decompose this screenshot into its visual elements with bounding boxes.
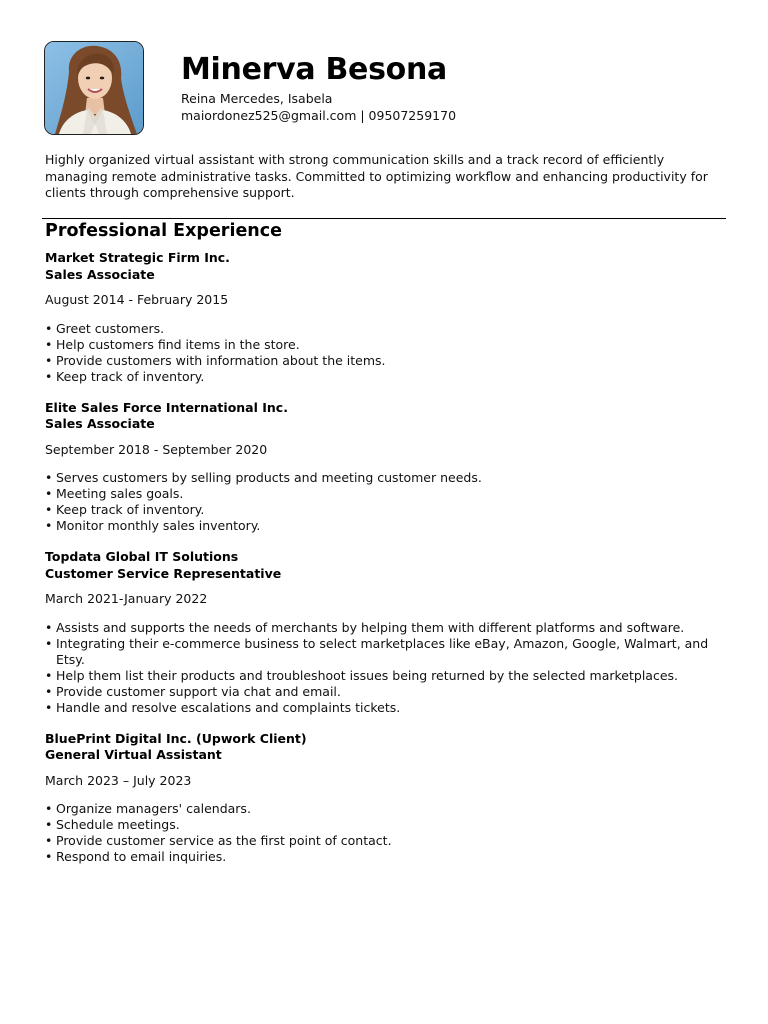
experience-section-title: Professional Experience [45, 221, 283, 241]
job-role: Sales Associate [45, 266, 155, 282]
job-company: Topdata Global IT Solutions [45, 549, 239, 564]
job-duties [45, 801, 735, 865]
duty-item: • Greet customers. [45, 321, 735, 337]
experience-list [45, 250, 735, 880]
job-dates: September 2018 - September 2020 [45, 441, 268, 457]
job-role: Sales Associate [45, 416, 155, 431]
duty-item: • Integrating their e-commerce business to select marketplaces like eBay, Amazon, Google, Walmart, and Etsy. [45, 636, 735, 668]
job-role: Customer Service Representative [45, 565, 282, 581]
job-role: General Virtual Assistant [45, 747, 222, 762]
job-duties [45, 470, 735, 534]
duty-item: • Keep track of inventory. [45, 502, 735, 518]
job-dates: March 2023 – July 2023 [45, 772, 192, 788]
duty-item: • Handle and resolve escalations and complaints tickets. [45, 700, 735, 716]
duty-item: • Provide customer support via chat and email. [45, 684, 735, 700]
job-company: Elite Sales Force International Inc. [45, 399, 288, 415]
duty-item: • Provide customer service as the first point of contact. [45, 833, 735, 849]
job-entry [45, 250, 735, 385]
duty-item: • Keep track of inventory. [45, 369, 735, 385]
professional-summary: Highly organized virtual assistant with strong communication skills and a track record of efficiently managing remote administrative tasks. Committed to optimizing workflow and enhancing productivity for clients through comprehensive support. [45, 152, 708, 200]
job-entry [45, 400, 735, 535]
resume-header [181, 52, 456, 124]
duty-item: • Serves customers by selling products and meeting customer needs. [45, 470, 735, 486]
duty-item: • Help customers find items in the store. [45, 337, 735, 353]
job-duties [45, 321, 735, 385]
profile-photo-image [45, 42, 143, 134]
profile-photo [44, 41, 144, 135]
job-company: Market Strategic Firm Inc. [45, 250, 230, 265]
job-duties [45, 620, 735, 716]
duty-item: • Organize managers' calendars. [45, 801, 735, 817]
duty-item: • Monitor monthly sales inventory. [45, 518, 735, 534]
section-divider [42, 218, 726, 219]
duty-item: • Respond to email inquiries. [45, 849, 735, 865]
candidate-contact: maiordonez525@gmail.com | 09507259170 [181, 108, 457, 123]
job-company: BluePrint Digital Inc. (Upwork Client) [45, 730, 307, 746]
duty-item: • Help them list their products and troubleshoot issues being returned by the selected marketplaces. [45, 668, 735, 684]
job-dates: March 2021-January 2022 [45, 591, 208, 606]
job-dates: August 2014 - February 2015 [45, 292, 229, 307]
duty-item: • Assists and supports the needs of merchants by helping them with different platforms and software. [45, 620, 735, 636]
duty-item: • Meeting sales goals. [45, 486, 735, 502]
job-entry [45, 549, 735, 716]
candidate-name: Minerva Besona [181, 52, 447, 87]
duty-item: • Schedule meetings. [45, 817, 735, 833]
duty-item: • Provide customers with information about the items. [45, 353, 735, 369]
candidate-location: Reina Mercedes, Isabela [181, 91, 333, 106]
job-entry [45, 731, 735, 866]
